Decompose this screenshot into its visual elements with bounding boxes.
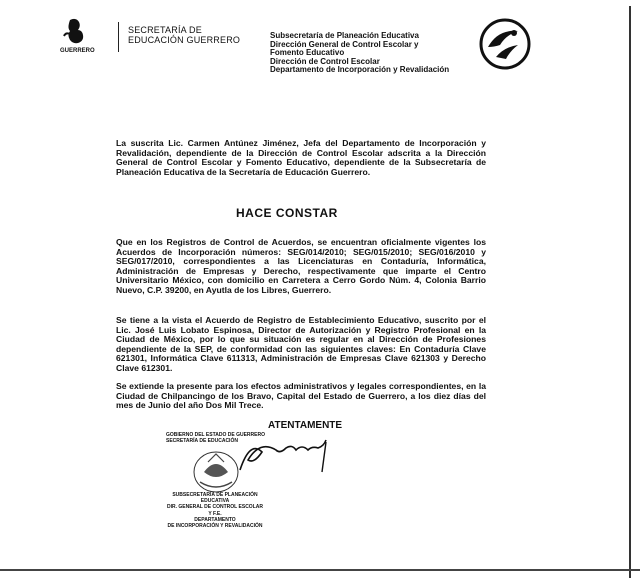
header-line: Dirección de Control Escolar xyxy=(270,56,380,66)
seal-line: DEPARTAMENTO xyxy=(194,516,236,523)
issuance-paragraph: Se extiende la presente para los efectos administrativos y legales correspondientes, en la Ciudad de Chilpancingo de los Bravo, Capital del Estado de Guerrero, a los diez días del mes de Junio del año Dos Mil Trece. xyxy=(116,381,486,411)
intro-paragraph: La suscrita Lic. Carmen Antúnez Jiménez, Jefa del Departamento de Incorporación y Revalidación, dependiente de la Dirección de Control Escolar adscrita a la Dirección General de Control Escolar y Fomento Educativo, dependiente de la Subsecretaría de Planeación Educativa de la Secretaría de Educación Guerrero. xyxy=(116,138,486,177)
logo-caption: GUERRERO xyxy=(60,48,95,54)
closing-text: ATENTAMENTE xyxy=(268,420,343,431)
secretaria-line-2: EDUCACIÓN GUERRERO xyxy=(128,35,241,45)
handwritten-signature-icon xyxy=(234,438,354,478)
header-divider xyxy=(118,22,119,52)
seal-line: GOBIERNO DEL ESTADO DE GUERRERO xyxy=(166,432,265,438)
office-header xyxy=(270,32,449,75)
secretaria-line-1: SECRETARÍA DE xyxy=(128,25,202,35)
secretaria-name xyxy=(128,25,240,45)
seal-line: DIR. GENERAL DE CONTROL ESCOLAR xyxy=(167,504,263,511)
seal-line: SECRETARÍA DE EDUCACIÓN xyxy=(166,437,238,444)
header-line: Fomento Educativo xyxy=(270,48,345,58)
education-emblem-icon xyxy=(478,17,532,71)
document-title: HACE CONSTAR xyxy=(236,206,338,220)
seal-line: SUBSECRETARÍA DE PLANEACIÓN EDUCATIVA xyxy=(172,492,258,505)
header-line: Departamento de Incorporación y Revalidación xyxy=(270,65,450,75)
seal-bottom-text xyxy=(160,492,270,529)
header-line: Subsecretaría de Planeación Educativa xyxy=(270,31,419,40)
header-line: Dirección General de Control Escolar y xyxy=(270,39,419,49)
scan-edge-right xyxy=(629,6,631,578)
seal-line: DE INCORPORACIÓN Y REVALIDACIÓN xyxy=(167,523,263,530)
scan-edge-bottom xyxy=(0,569,640,571)
registration-paragraph: Se tiene a la vista el Acuerdo de Registro de Establecimiento Educativo, suscrito por el Lic. José Luis Lobato Espinosa, Director de Autorización y Registro Profesional en la Ciudad de México, por lo que su situación es regular en al Dirección de Profesiones dependiente de la SEP, de conformidad con las siguientes claves: En Contaduría Clave 621301, Informática Clave 611313, Administración de Empresas Clave 621303 y Derecho Clave 612301. xyxy=(116,315,486,373)
agreements-paragraph: Que en los Registros de Control de Acuerdos, se encuentran oficialmente vigentes los Acuerdos de Incorporación números: SEG/014/2010; SEG/015/2010; SEG/016/2010 y SEG/017/2010, correspondientes a las Licenciaturas en Contaduría, Informática, Administración de Empresas y Derecho, respectivamente que imparte el Centro Universitario México, con domicilio en Carretera a Cerro Gordo Núm. 4, Colonia Barrio Nuevo, C.P. 39200, en Ayutla de los Libres, Guerrero. xyxy=(116,237,486,295)
seal-line: Y F.E. xyxy=(208,510,222,517)
